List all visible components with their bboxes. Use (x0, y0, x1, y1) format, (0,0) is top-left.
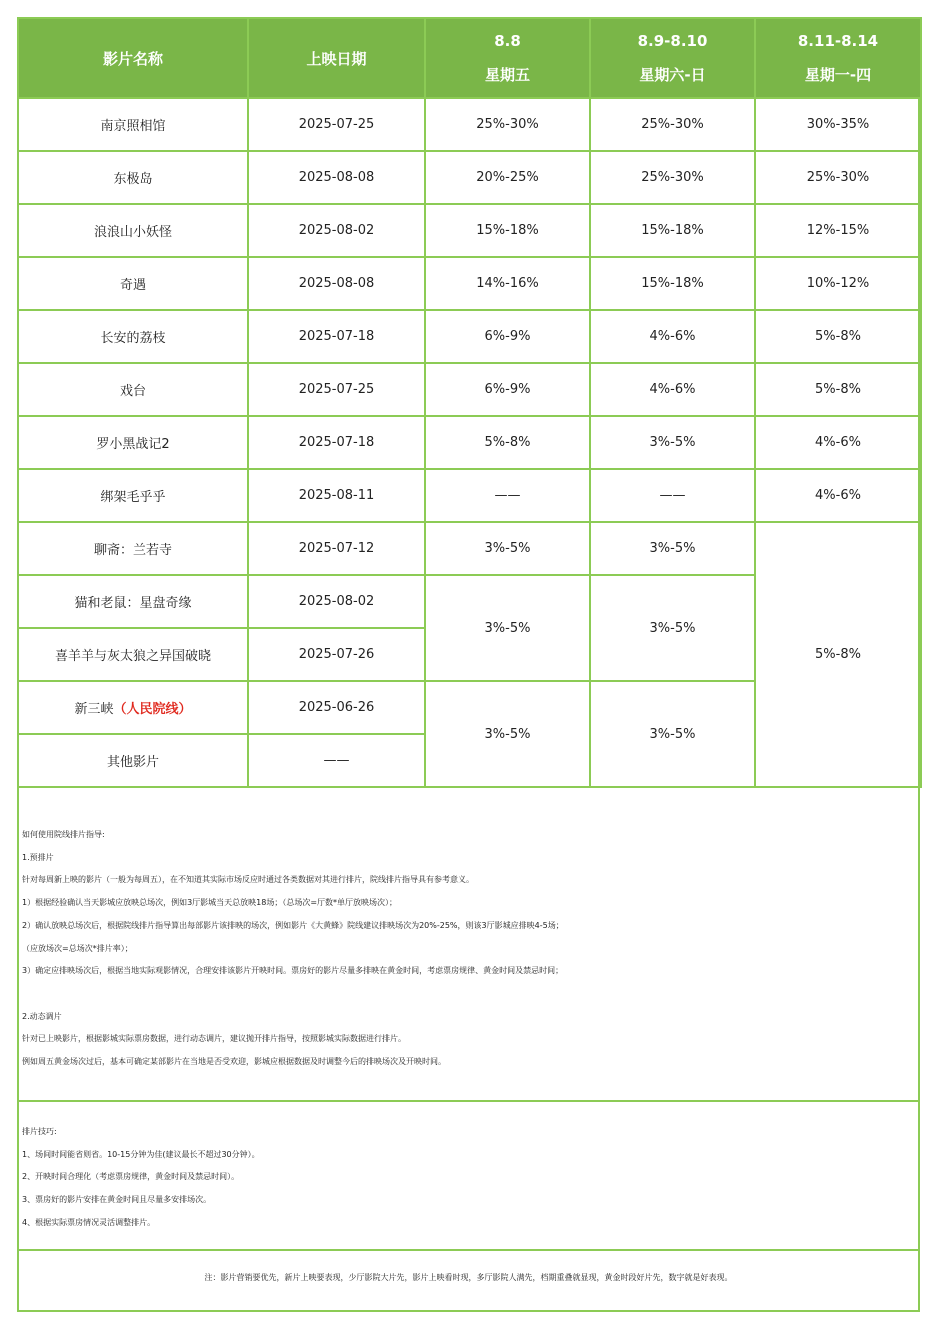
schedule-table (17, 17, 922, 788)
howto-text: （应放场次=总场次*排片率）； (22, 943, 133, 953)
table-row (18, 469, 921, 522)
rate-period-3: 5%-8% (755, 363, 921, 416)
header-period-1-day: 星期五 (484, 65, 530, 84)
header-period-3-day: 星期一-四 (804, 65, 872, 84)
header-period-2 (590, 18, 755, 98)
table-header-row (18, 18, 921, 98)
tips-title: 排片技巧: (22, 1127, 57, 1136)
release-date: 2025-07-18 (248, 416, 425, 469)
rate-period-1-merged: 3%-5% (425, 681, 590, 787)
header-film-name: 影片名称 (18, 18, 248, 98)
howto-text: 3）确定应排映场次后，根据当地实际观影情况，合理安排该影片开映时间。票房好的影片尽量多排映在黄金时间，考虑票房规律、黄金时间及禁忌时间； (22, 966, 564, 976)
rate-period-1: 6%-9% (425, 310, 590, 363)
film-name: 聊斋：兰若寺 (18, 522, 248, 575)
rate-period-2: 4%-6% (590, 363, 755, 416)
rate-period-1: 3%-5% (425, 522, 590, 575)
rate-period-1: 25%-30% (425, 98, 590, 151)
release-date: 2025-07-25 (248, 363, 425, 416)
film-name: 奇遇 (18, 257, 248, 310)
rate-period-3-merged: 5%-8% (755, 522, 921, 787)
release-date: 2025-06-26 (248, 681, 425, 734)
header-period-3-date: 8.11-8.14 (797, 31, 879, 50)
howto-text: 2）确认放映总场次后，根据院线排片指导算出每部影片该排映的场次，例如影片《大黄蜂》院线建议排映场次为20%-25%，则该3厅影城应排映4-5场； (22, 920, 564, 930)
header-period-2-date: 8.9-8.10 (637, 31, 708, 50)
howto-text: 针对已上映影片，根据影城实际票房数据，进行动态调片，建议抛开排片指导，按照影城实际数据进行排片。 (22, 1034, 406, 1044)
rate-period-2: 25%-30% (590, 151, 755, 204)
footer-note-text: 注：影片营销要优先，新片上映要表现，少厅影院大片先，影片上映看时现，多厅影院人满先，档期重叠就显现，黄金时段好片先，数字就是好表现。 (204, 1273, 733, 1282)
rate-period-2: 15%-18% (590, 204, 755, 257)
rate-period-3: 25%-30% (755, 151, 921, 204)
film-name: 绑架毛乎乎 (18, 469, 248, 522)
film-name: 猫和老鼠：星盘奇缘 (18, 575, 248, 628)
table-row (18, 416, 921, 469)
howto-text: 例如周五黄金场次过后，基本可确定某部影片在当地是否受欢迎，影城应根据数据及时调整今后的排映场次及开映时间。 (22, 1057, 446, 1067)
release-date: —— (248, 734, 425, 787)
rate-period-2: 4%-6% (590, 310, 755, 363)
film-name: 长安的荔枝 (18, 310, 248, 363)
rate-period-2: 3%-5% (590, 416, 755, 469)
film-name: 南京照相馆 (18, 98, 248, 151)
release-date: 2025-08-02 (248, 575, 425, 628)
film-name: 喜羊羊与灰太狼之异国破晓 (18, 628, 248, 681)
howto-section (17, 787, 920, 1102)
rate-period-3: 5%-8% (755, 310, 921, 363)
film-name: 浪浪山小妖怪 (18, 204, 248, 257)
film-name: 罗小黑战记2 (18, 416, 248, 469)
film-name: 东极岛 (18, 151, 248, 204)
rate-period-3: 10%-12% (755, 257, 921, 310)
rate-period-1-merged: 3%-5% (425, 575, 590, 681)
release-date: 2025-08-11 (248, 469, 425, 522)
rate-period-3: 12%-15% (755, 204, 921, 257)
rate-period-2: 25%-30% (590, 98, 755, 151)
release-date: 2025-08-08 (248, 257, 425, 310)
howto-text: 针对每周新上映的影片（一般为每周五），在不知道其实际市场反应时通过各类数据对其进行排片，院线排片指导具有参考意义。 (22, 875, 474, 885)
howto-text: 1）根据经验确认当天影城应放映总场次，例如3厅影城当天总放映18场；（总场次=厅数*单厅放映场次）； (22, 898, 398, 908)
film-name: 戏台 (18, 363, 248, 416)
rate-period-3: 4%-6% (755, 469, 921, 522)
release-date: 2025-07-12 (248, 522, 425, 575)
rate-period-2: 15%-18% (590, 257, 755, 310)
table-row (18, 151, 921, 204)
header-period-3 (755, 18, 921, 98)
film-name: 其他影片 (18, 734, 248, 787)
rate-period-1: 6%-9% (425, 363, 590, 416)
release-date: 2025-08-02 (248, 204, 425, 257)
header-period-1 (425, 18, 590, 98)
release-date: 2025-07-26 (248, 628, 425, 681)
rate-period-2-merged: 3%-5% (590, 575, 755, 681)
table-row (18, 204, 921, 257)
rate-period-1: 15%-18% (425, 204, 590, 257)
film-name-cell (18, 681, 248, 734)
howto-title: 如何使用院线排片指导: (22, 830, 105, 839)
table-row (18, 257, 921, 310)
tips-item: 4、根据实际票房情况灵活调整排片。 (22, 1217, 156, 1227)
table-row (18, 310, 921, 363)
howto-spacer (22, 983, 918, 1006)
rate-period-1: 20%-25% (425, 151, 590, 204)
rate-period-1: —— (425, 469, 590, 522)
table-row (18, 522, 921, 575)
tips-section (17, 1102, 920, 1251)
rate-period-2: —— (590, 469, 755, 522)
film-name: 新三峡 (74, 702, 114, 717)
tips-item: 2、开映时间合理化（考虑票房规律，黄金时间及禁忌时间）。 (22, 1172, 240, 1182)
rate-period-1: 14%-16% (425, 257, 590, 310)
rate-period-2-merged: 3%-5% (590, 681, 755, 787)
rate-period-2: 3%-5% (590, 522, 755, 575)
rate-period-3: 30%-35% (755, 98, 921, 151)
rate-period-3: 4%-6% (755, 416, 921, 469)
header-release-date: 上映日期 (248, 18, 425, 98)
table-row (18, 98, 921, 151)
cinema-chain-note: （人民院线） (113, 702, 192, 717)
header-period-1-date: 8.8 (494, 31, 521, 50)
footer-note (17, 1251, 920, 1312)
release-date: 2025-08-08 (248, 151, 425, 204)
release-date: 2025-07-25 (248, 98, 425, 151)
howto-heading-1: 1.预排片 (22, 852, 54, 862)
table-row (18, 363, 921, 416)
howto-heading-2: 2.动态调片 (22, 1011, 62, 1021)
release-date: 2025-07-18 (248, 310, 425, 363)
tips-item: 1、场间时间能省则省。10-15分钟为佳(建议最长不超过30分钟）。 (22, 1149, 260, 1159)
header-period-2-day: 星期六-日 (639, 65, 706, 84)
tips-item: 3、票房好的影片安排在黄金时间且尽量多安排场次。 (22, 1195, 212, 1205)
rate-period-1: 5%-8% (425, 416, 590, 469)
